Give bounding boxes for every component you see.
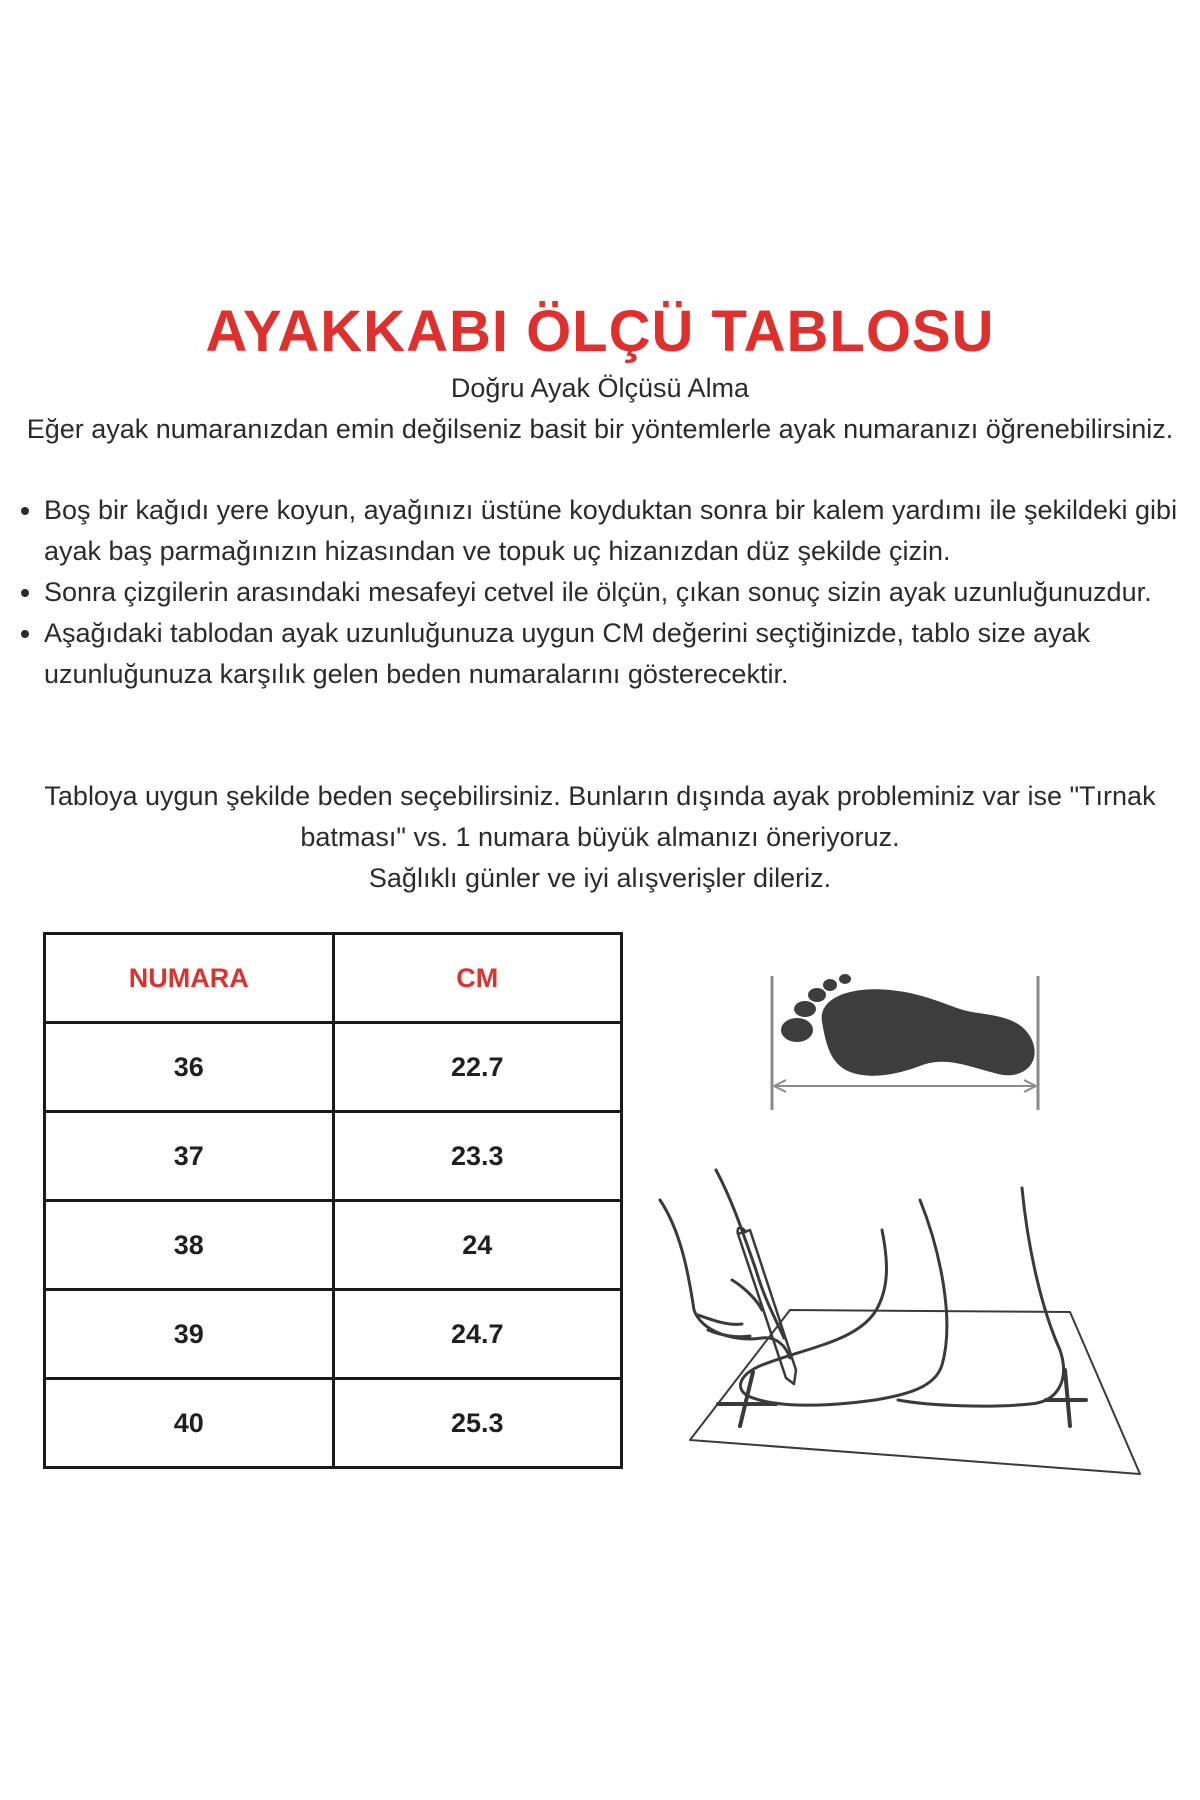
instruction-item: • Boş bir kağıdı yere koyun, ayağınızı üstüne koyduktan sonra bir kalem yardımı ile şekildeki gibi ayak baş parmağınızın hizasından ve topuk uç hizanızdan düz şekilde çizin. xyxy=(44,490,1184,572)
intro-text: Eğer ayak numaranızdan emin değilseniz basit bir yöntemlerle ayak numaranızı öğrenebilirsiniz. xyxy=(26,414,1174,444)
outro-section xyxy=(10,776,1190,899)
cm-cell: 24.7 xyxy=(333,1290,622,1379)
outro-text: Tabloya uygun şekilde beden seçebilirsiniz. Bunların dışında ayak probleminiz var ise "Tırnak batması" vs. 1 numara büyük almanızı öneriyoruz. xyxy=(44,781,1156,852)
size-table xyxy=(43,932,623,1469)
table-row xyxy=(45,1023,622,1112)
table-row xyxy=(45,1201,622,1290)
table-row xyxy=(45,1112,622,1201)
size-cell: 39 xyxy=(45,1290,334,1379)
footprint-icon xyxy=(760,960,1060,1120)
instruction-list xyxy=(20,490,1184,695)
subtitle: Doğru Ayak Ölçüsü Alma xyxy=(450,373,750,403)
cm-cell: 23.3 xyxy=(333,1112,622,1201)
column-header-cm: CM xyxy=(333,934,622,1023)
size-cell: 36 xyxy=(45,1023,334,1112)
cm-cell: 24 xyxy=(333,1201,622,1290)
page-title: AYAKKABI ÖLÇÜ TABLOSU xyxy=(205,299,995,364)
table-header-row xyxy=(45,934,622,1023)
cm-cell: 25.3 xyxy=(333,1379,622,1468)
closing-text: Sağlıklı günler ve iyi alışverişler dileriz. xyxy=(368,863,832,893)
foot-measuring-illustration xyxy=(650,1160,1150,1490)
size-cell: 38 xyxy=(45,1201,334,1290)
table-row xyxy=(45,1379,622,1468)
instruction-item: • Aşağıdaki tablodan ayak uzunluğunuza uygun CM değerini seçtiğinizde, tablo size ayak uzunluğunuza karşılık gelen beden numaralarını gösterecektir. xyxy=(44,613,1184,695)
size-cell: 37 xyxy=(45,1112,334,1201)
intro-section xyxy=(20,368,1180,450)
table-row xyxy=(45,1290,622,1379)
size-cell: 40 xyxy=(45,1379,334,1468)
cm-cell: 22.7 xyxy=(333,1023,622,1112)
column-header-numara: NUMARA xyxy=(45,934,334,1023)
instruction-item: • Sonra çizgilerin arasındaki mesafeyi cetvel ile ölçün, çıkan sonuç sizin ayak uzunluğunuzdur. xyxy=(44,572,1184,613)
